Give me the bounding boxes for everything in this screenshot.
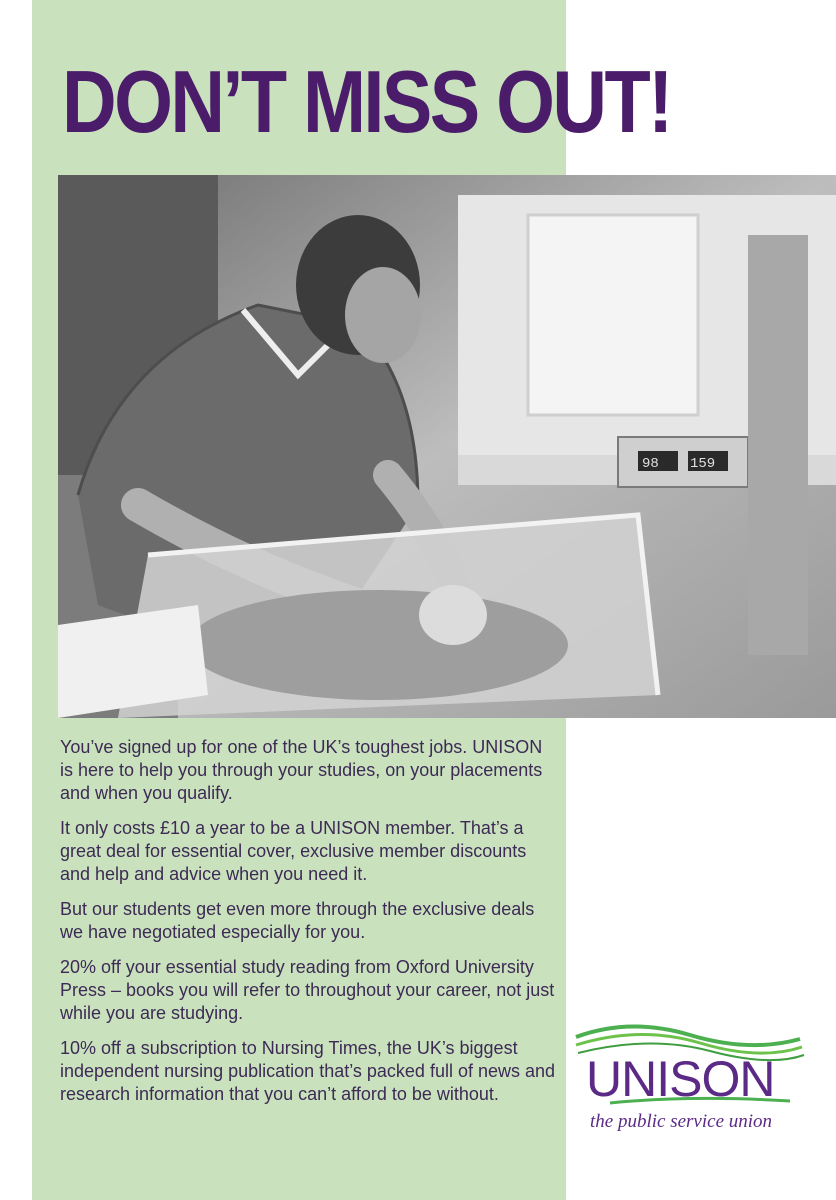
paragraph: But our students get even more through the exclusive deals we have negotiated especially for you.: [60, 899, 535, 942]
paragraph: 20% off your essential study reading from Oxford University Press – books you will refer to throughout your career, not just while you are studying.: [60, 957, 555, 1023]
monitor-readout-left: 98: [642, 456, 659, 472]
paragraph: 10% off a subscription to Nursing Times, the UK’s biggest independent nursing publication that’s packed full of news and research information that you can’t afford to be without.: [60, 1038, 556, 1104]
unison-logo: [570, 1015, 810, 1135]
paragraph: You’ve signed up for one of the UK’s toughest jobs. UNISON is here to help you through your studies, on your placements and when you qualify.: [60, 737, 543, 803]
paragraph: It only costs £10 a year to be a UNISON member. That’s a great deal for essential cover, exclusive member discounts and help and advice when you need it.: [60, 818, 527, 884]
headline: DON’T MISS OUT!: [62, 52, 671, 151]
monitor-readout-right: 159: [690, 456, 716, 472]
nurse-with-newborn-photo: [58, 175, 836, 718]
body-copy: [60, 736, 558, 1118]
logo-tagline: the public service union: [590, 1111, 773, 1132]
logo-wordmark: UNISON: [586, 1051, 775, 1107]
